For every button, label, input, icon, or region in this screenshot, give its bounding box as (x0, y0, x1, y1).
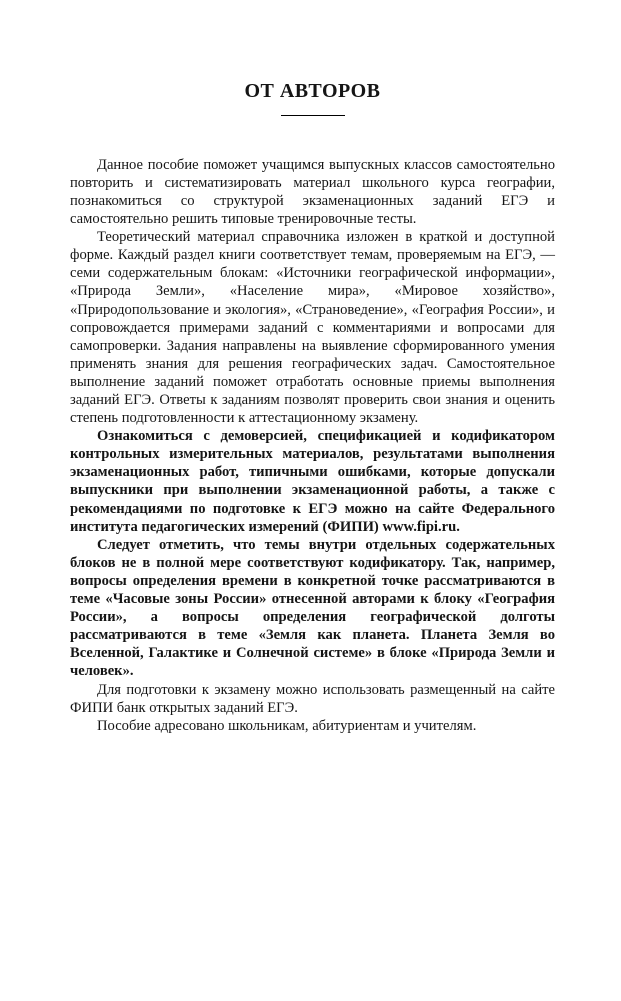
paragraph: Для подготовки к экзамену можно использовать размещенный на сайте ФИПИ банк открытых заданий ЕГЭ. (70, 681, 555, 716)
paragraph: Данное пособие поможет учащимся выпускных классов самостоятельно повторить и систематизировать материал школьного курса географии, познакомиться со структурой экзаменационных заданий ЕГЭ и самостоятельно решить типовые тренировочные тесты. (70, 156, 555, 228)
paragraph: Пособие адресовано школьникам, абитуриентам и учителям. (97, 717, 477, 734)
page-title: ОТ АВТОРОВ (244, 80, 381, 103)
paragraph-codifier-note: Следует отметить, что темы внутри отдельных содержательных блоков не в полной мере соответствуют кодификатору. Так, например, вопросы определения времени в конкретной точке рассматриваются в теме «Часовые зоны России» отнесенной авторами к блоку «География России», а вопросы определения географической долготы рассматриваются в теме «Земля как планета. Планета Земля во Вселенной, Галактике и Солнечной системе» в блоке «Природа Земли и человек». (70, 536, 555, 680)
paragraph-fipi-notice: Ознакомиться с демоверсией, спецификацией и кодификатором контрольных измерительных материалов, результатами выполнения экзаменационных работ, типичными ошибками, которые допускали выпускники при выполнении экзаменационной работы, а также с рекомендациями по подготовке к ЕГЭ можно на сайте Федерального института педагогических измерений (ФИПИ) www.fipi.ru. (70, 428, 555, 535)
body-text (70, 156, 555, 735)
title-underline-rule (281, 115, 345, 116)
paragraph: Теоретический материал справочника изложен в краткой и доступной форме. Каждый раздел книги соответствует темам, проверяемым на ЕГЭ, — семи содержательным блокам: «Источники географической информации», «Природа Земли», «Население мира», «Мировое хозяйство», «Природопользование и экология», «Страноведение», «География России», и сопровождается примерами заданий с комментариями и вопросами для самопроверки. Задания направлены на выявление сформированного умения применять знания для решения географических задач. Самостоятельное выполнение заданий поможет отработать основные приемы выполнения заданий ЕГЭ. Ответы к заданиям позволят проверить свои знания и оценить степень подготовленности к аттестационному экзамену. (70, 229, 555, 427)
